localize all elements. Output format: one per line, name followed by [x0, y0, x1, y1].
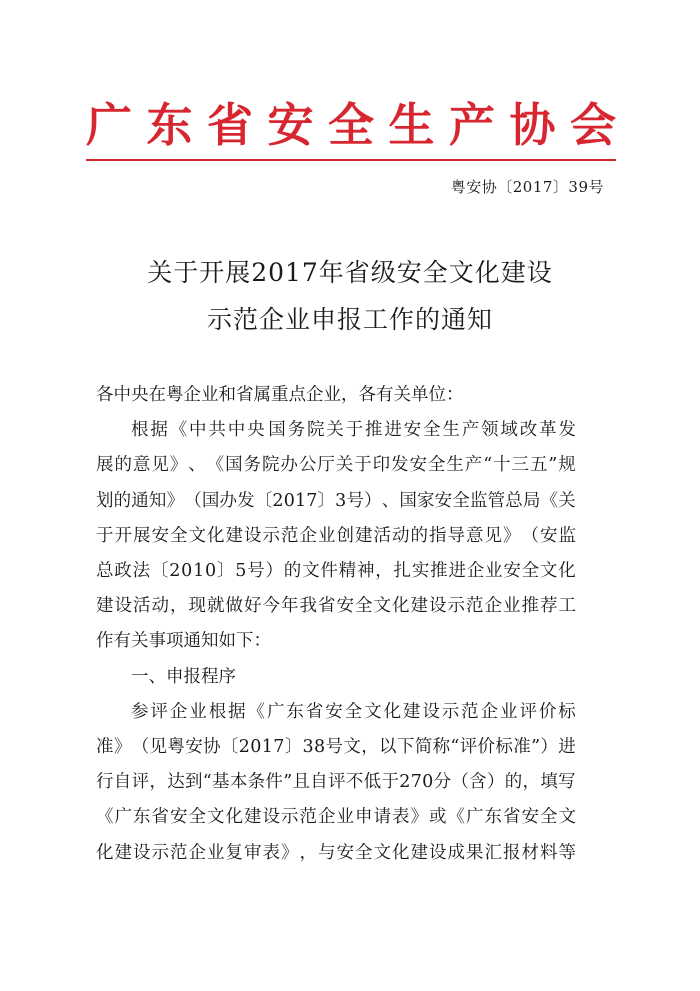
body-line: 行 自 评 ， 达 到 “ 基 本 条 件 ” 且 自 评 不 低 于 2 7 0 分 （ 含 ） 的 ， 填 写: [96, 772, 576, 793]
body-line: 根 据 《 中 共 中 央 国 务 院 关 于 推 进 安 全 生 产 领 域 改 革 发: [131, 420, 576, 441]
organization-letterhead: 广 东 省 安 全 生 产 协 会: [86, 98, 616, 152]
body-line: 展 的 意 见 》 、 《 国 务 院 办 公 厅 关 于 印 发 安 全 生 产 “ 十 三 五 ” 规: [96, 455, 576, 476]
body-line: 作有关事项通知如下：: [96, 631, 271, 652]
body-line: 参 评 企 业 根 据 《 广 东 省 安 全 文 化 建 设 示 范 企 业 评 价 标: [131, 701, 576, 722]
document-number: 粤安协〔2017〕39号: [450, 178, 604, 196]
body-line: 准 》 （ 见 粤 安 协 〔 2 0 1 7 〕 3 8 号 文 ， 以 下 简 称 “ 评 价 标 准 ” ） 进: [96, 737, 576, 757]
body-line: 化 建 设 示 范 企 业 复 审 表 》 ， 与 安 全 文 化 建 设 成 果 汇 报 材 料 等: [96, 842, 576, 863]
notice-title-line-2: 示范企业申报工作的通知: [206, 305, 493, 334]
letterhead-divider: [86, 159, 616, 161]
notice-title-line-1: 关于开展2017年省级安全文化建设: [147, 258, 553, 287]
salutation: 各中央在粤企业和省属重点企业，各有关单位：: [96, 385, 464, 405]
body-line: 建 设 活 动 ， 现 就 做 好 今 年 我 省 安 全 文 化 建 设 示 范 企 业 推 荐 工: [96, 596, 576, 617]
body-line: 总 政 法 〔 2 0 1 0 〕 5 号 ） 的 文 件 精 神 ， 扎 实 推 进 企 业 安 全 文 化: [96, 561, 576, 581]
body-line: 《 广 东 省 安 全 文 化 建 设 示 范 企 业 申 请 表 》 或 《 广 东 省 安 全 文: [96, 807, 576, 828]
body-line: 划 的 通 知 》 （ 国 办 发 〔 2 0 1 7 〕 3 号 ） 、 国 家 安 全 监 管 总 局 《 关: [96, 490, 576, 511]
section-heading: 一、申报程序: [131, 666, 236, 687]
body-line: 于 开 展 安 全 文 化 建 设 示 范 企 业 创 建 活 动 的 指 导 意 见 》 （ 安 监: [96, 525, 576, 546]
